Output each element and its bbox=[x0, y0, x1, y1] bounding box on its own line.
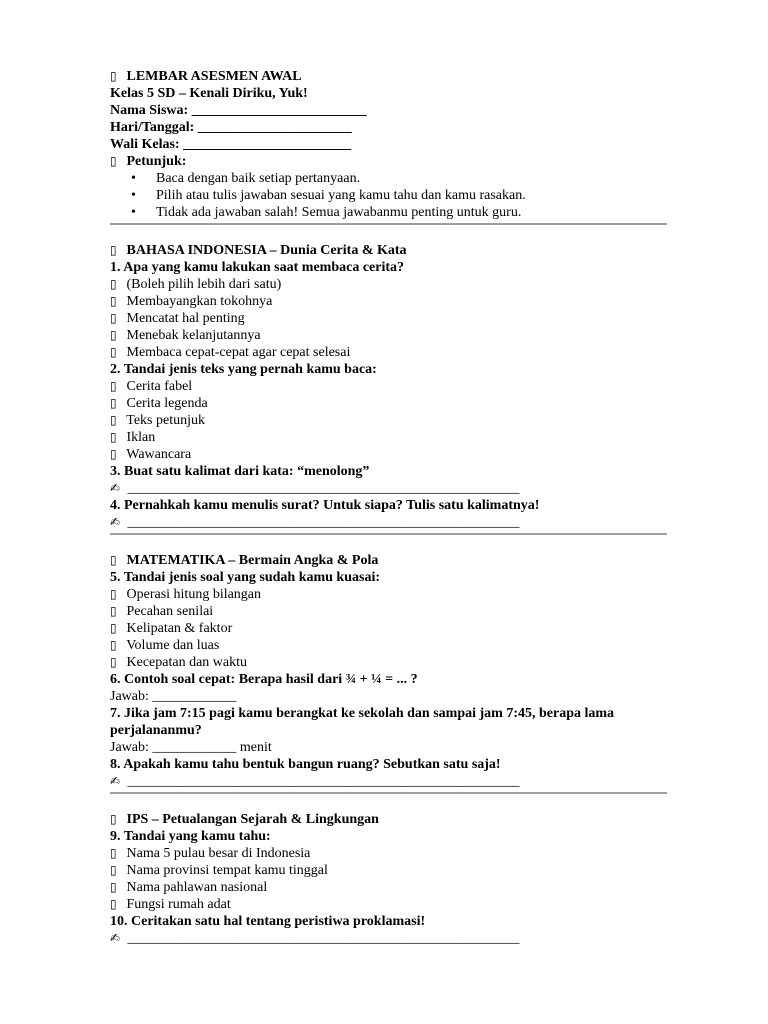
checkbox-icon[interactable]: ▯ bbox=[110, 880, 117, 894]
checkbox-icon[interactable]: ▯ bbox=[110, 413, 117, 427]
question-7-line-1: 7. Jika jam 7:15 pagi kamu berangkat ke sekolah dan sampai jam 7:45, berapa lama bbox=[110, 706, 615, 721]
field-wali-kelas[interactable] bbox=[110, 136, 670, 153]
answer-blank: ________________________________________________________ bbox=[127, 774, 520, 789]
answer-line[interactable] bbox=[110, 480, 670, 497]
checkbox-icon[interactable]: ▯ bbox=[110, 863, 117, 877]
option-label: Membaca cepat-cepat agar cepat selesai bbox=[126, 345, 351, 360]
option-item[interactable] bbox=[110, 654, 670, 671]
option-item[interactable] bbox=[110, 395, 670, 412]
question-6: 6. Contoh soal cepat: Berapa hasil dari ¾ + ¼ = ... ? bbox=[110, 672, 418, 687]
section-title-matematika bbox=[110, 552, 670, 569]
worksheet-subtitle: Kelas 5 SD – Kenali Diriku, Yuk! bbox=[110, 86, 308, 101]
section-title-text: BAHASA INDONESIA – Dunia Cerita & Kata bbox=[126, 243, 407, 258]
field-blank: ________________________ bbox=[183, 137, 352, 152]
section-title-ips bbox=[110, 811, 670, 828]
question-7-line-2: perjalananmu? bbox=[110, 723, 202, 738]
worksheet-title-text: LEMBAR ASESMEN AWAL bbox=[126, 69, 302, 84]
option-item[interactable] bbox=[110, 344, 670, 361]
option-label: Iklan bbox=[126, 430, 156, 445]
option-label: Teks petunjuk bbox=[126, 413, 205, 428]
list-item: • Baca dengan baik setiap pertanyaan. bbox=[110, 170, 670, 187]
option-item[interactable] bbox=[110, 879, 670, 896]
option-item[interactable] bbox=[110, 327, 670, 344]
section-title-text: MATEMATIKA – Bermain Angka & Pola bbox=[126, 553, 379, 568]
option-label: Cerita fabel bbox=[126, 379, 193, 394]
placeholder-box-icon: ▯ bbox=[110, 553, 117, 567]
option-label: Nama 5 pulau besar di Indonesia bbox=[126, 846, 311, 861]
answer-line[interactable] bbox=[110, 930, 670, 947]
section-title-bahasa-indonesia bbox=[110, 242, 670, 259]
option-label: Volume dan luas bbox=[126, 638, 220, 653]
question-3: 3. Buat satu kalimat dari kata: “menolong” bbox=[110, 464, 370, 479]
option-item[interactable] bbox=[110, 293, 670, 310]
field-nama-siswa[interactable] bbox=[110, 102, 670, 119]
field-blank: _________________________ bbox=[191, 103, 367, 118]
checkbox-icon[interactable]: ▯ bbox=[110, 328, 117, 342]
answer-line[interactable] bbox=[110, 773, 670, 790]
option-item[interactable] bbox=[110, 637, 670, 654]
option-item[interactable] bbox=[110, 862, 670, 879]
option-item[interactable] bbox=[110, 896, 670, 913]
question-10: 10. Ceritakan satu hal tentang peristiwa proklamasi! bbox=[110, 914, 426, 929]
worksheet-content bbox=[110, 68, 670, 947]
option-label: Operasi hitung bilangan bbox=[126, 587, 262, 602]
answer-line[interactable] bbox=[110, 514, 670, 531]
writing-hand-icon: ✍ bbox=[110, 931, 121, 945]
field-label: Nama Siswa: bbox=[110, 103, 189, 118]
checkbox-icon[interactable]: ▯ bbox=[110, 379, 117, 393]
placeholder-box-icon: ▯ bbox=[110, 243, 117, 257]
field-label: Hari/Tanggal: bbox=[110, 120, 195, 135]
field-label: Wali Kelas: bbox=[110, 137, 180, 152]
writing-hand-icon: ✍ bbox=[110, 481, 121, 495]
answer-field-q7[interactable]: Jawab: ____________ menit bbox=[110, 740, 272, 755]
option-item[interactable] bbox=[110, 446, 670, 463]
checkbox-icon[interactable]: ▯ bbox=[110, 621, 117, 635]
field-blank: ______________________ bbox=[197, 120, 352, 135]
petunjuk-list bbox=[110, 170, 670, 221]
checkbox-icon[interactable]: ▯ bbox=[110, 345, 117, 359]
option-item[interactable] bbox=[110, 378, 670, 395]
petunjuk-heading bbox=[110, 153, 670, 170]
worksheet-title bbox=[110, 68, 670, 85]
placeholder-box-icon: ▯ bbox=[110, 69, 117, 83]
option-item[interactable] bbox=[110, 412, 670, 429]
option-label: Menebak kelanjutannya bbox=[126, 328, 261, 343]
checkbox-icon[interactable]: ▯ bbox=[110, 655, 117, 669]
checkbox-icon[interactable]: ▯ bbox=[110, 396, 117, 410]
answer-blank: ________________________________________________________ bbox=[127, 481, 520, 496]
question-2: 2. Tandai jenis teks yang pernah kamu baca: bbox=[110, 362, 377, 377]
checkbox-icon[interactable]: ▯ bbox=[110, 311, 117, 325]
question-9: 9. Tandai yang kamu tahu: bbox=[110, 829, 271, 844]
option-label: Membayangkan tokohnya bbox=[126, 294, 273, 309]
placeholder-box-icon: ▯ bbox=[110, 812, 117, 826]
option-item[interactable] bbox=[110, 586, 670, 603]
answer-blank: ________________________________________________________ bbox=[127, 931, 520, 946]
checkbox-icon[interactable]: ▯ bbox=[110, 638, 117, 652]
checkbox-icon[interactable]: ▯ bbox=[110, 430, 117, 444]
question-8: 8. Apakah kamu tahu bentuk bangun ruang? Sebutkan satu saja! bbox=[110, 757, 501, 772]
writing-hand-icon: ✍ bbox=[110, 774, 121, 788]
option-label: Cerita legenda bbox=[126, 396, 208, 411]
question-4: 4. Pernahkah kamu menulis surat? Untuk siapa? Tulis satu kalimatnya! bbox=[110, 498, 540, 513]
option-item[interactable] bbox=[110, 310, 670, 327]
option-label: Fungsi rumah adat bbox=[126, 897, 231, 912]
list-item: • Pilih atau tulis jawaban sesuai yang kamu tahu dan kamu rasakan. bbox=[110, 187, 670, 204]
writing-hand-icon: ✍ bbox=[110, 515, 121, 529]
option-label: Nama provinsi tempat kamu tinggal bbox=[126, 863, 328, 878]
section-title-text: IPS – Petualangan Sejarah & Lingkungan bbox=[126, 812, 379, 827]
checkbox-icon[interactable]: ▯ bbox=[110, 294, 117, 308]
option-label: Mencatat hal penting bbox=[126, 311, 245, 326]
field-hari-tanggal[interactable] bbox=[110, 119, 670, 136]
question-1: 1. Apa yang kamu lakukan saat membaca cerita? bbox=[110, 260, 405, 275]
option-item[interactable] bbox=[110, 620, 670, 637]
option-label: Pecahan senilai bbox=[126, 604, 214, 619]
checkbox-icon[interactable]: ▯ bbox=[110, 897, 117, 911]
option-label: Wawancara bbox=[126, 447, 192, 462]
checkbox-icon[interactable]: ▯ bbox=[110, 447, 117, 461]
option-label: (Boleh pilih lebih dari satu) bbox=[126, 277, 282, 292]
answer-blank: ________________________________________________________ bbox=[127, 515, 520, 530]
option-label: Kelipatan & faktor bbox=[126, 621, 233, 636]
answer-field-q6[interactable]: Jawab: ____________ bbox=[110, 689, 237, 704]
option-item[interactable] bbox=[110, 845, 670, 862]
option-label: Kecepatan dan waktu bbox=[126, 655, 247, 670]
placeholder-box-icon: ▯ bbox=[110, 154, 117, 168]
checkbox-icon[interactable]: ▯ bbox=[110, 587, 117, 601]
option-item[interactable] bbox=[110, 276, 670, 293]
option-item[interactable] bbox=[110, 429, 670, 446]
checkbox-icon[interactable]: ▯ bbox=[110, 604, 117, 618]
checkbox-icon[interactable]: ▯ bbox=[110, 846, 117, 860]
checkbox-icon[interactable]: ▯ bbox=[110, 277, 117, 291]
option-label: Nama pahlawan nasional bbox=[126, 880, 268, 895]
petunjuk-label: Petunjuk: bbox=[126, 154, 187, 169]
option-item[interactable] bbox=[110, 603, 670, 620]
question-5: 5. Tandai jenis soal yang sudah kamu kuasai: bbox=[110, 570, 380, 585]
list-item: • Tidak ada jawaban salah! Semua jawabanmu penting untuk guru. bbox=[110, 204, 670, 221]
